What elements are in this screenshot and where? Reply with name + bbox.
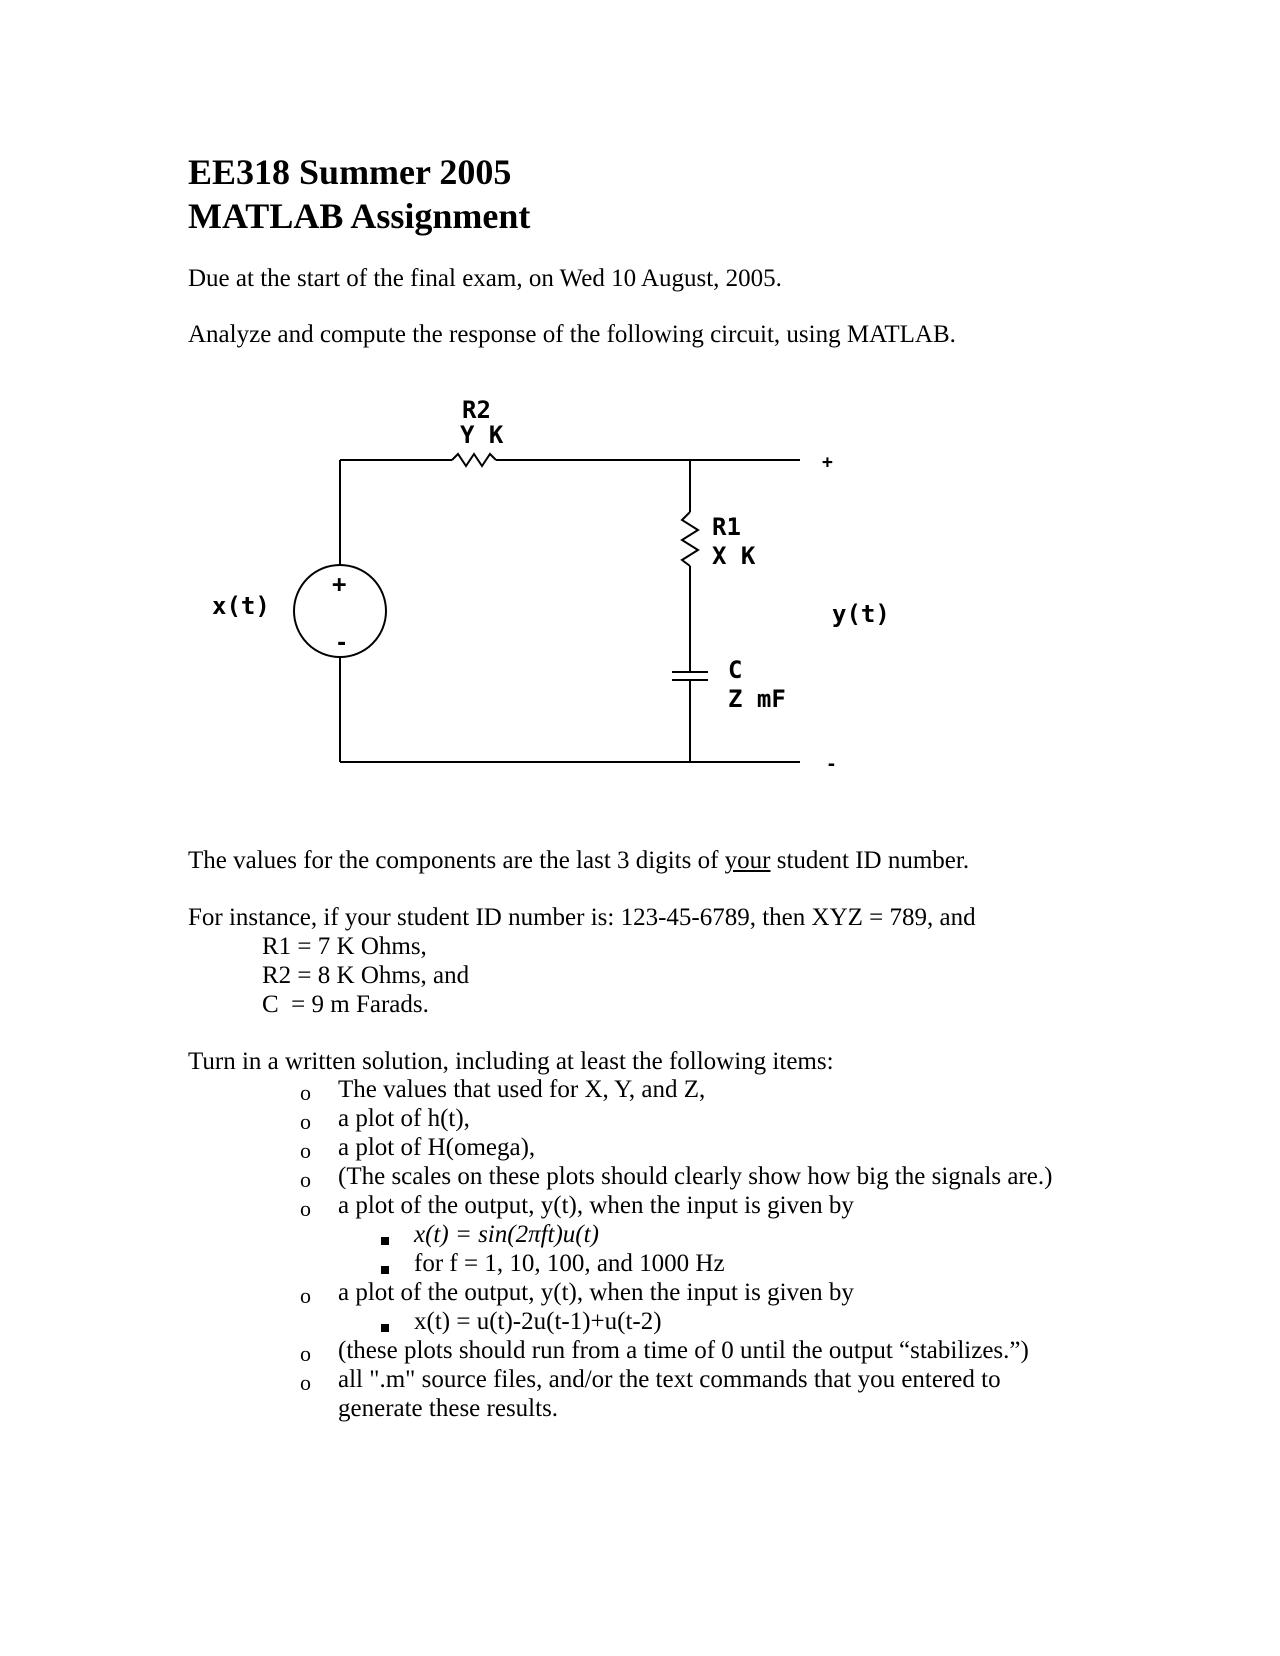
list-item: (The scales on these plots should clearly show how big the signals are.) bbox=[338, 1163, 1053, 1190]
bullet-marker: o bbox=[300, 1370, 311, 1395]
example-intro: For instance, if your student ID number is: 123-45-6789, then XYZ = 789, and bbox=[188, 904, 976, 931]
bullet-marker: o bbox=[300, 1138, 311, 1163]
resistor-r1 bbox=[682, 512, 698, 566]
source-plus-sign: + bbox=[332, 570, 347, 598]
resistor-r2 bbox=[452, 454, 496, 466]
values-text bbox=[188, 847, 969, 875]
list-item: The values that used for X, Y, and Z, bbox=[338, 1076, 706, 1103]
bullet-marker: o bbox=[300, 1341, 311, 1366]
list-item: (these plots should run from a time of 0 until the output “stabilizes.”) bbox=[338, 1337, 1029, 1364]
r2-value-label: Y K bbox=[460, 421, 504, 449]
r1-value-label: X K bbox=[712, 542, 756, 570]
values-text-before: The values for the components are the last 3 digits of bbox=[188, 847, 725, 874]
source-label: x(t) bbox=[212, 592, 270, 620]
output-label: y(t) bbox=[832, 600, 890, 628]
frequency-list: for f = 1, 10, 100, and 1000 Hz bbox=[414, 1250, 725, 1277]
list-item: a plot of h(t), bbox=[338, 1105, 470, 1132]
r2-name-label: R2 bbox=[462, 396, 491, 424]
example-r2: R2 = 8 K Ohms, and bbox=[262, 962, 470, 989]
list-item: all ".m" source files, and/or the text commands that you entered to bbox=[338, 1366, 1001, 1393]
output-plus-sign: + bbox=[822, 452, 833, 473]
bullet-marker: o bbox=[300, 1080, 311, 1105]
values-text-underlined: your bbox=[724, 847, 771, 874]
bullet-marker: o bbox=[300, 1109, 311, 1134]
title-line-1: EE318 Summer 2005 bbox=[188, 152, 512, 192]
list-item: a plot of H(omega), bbox=[338, 1134, 536, 1161]
r1-name-label: R1 bbox=[712, 513, 741, 541]
square-bullet-icon bbox=[381, 1237, 389, 1245]
values-text-after: student ID number. bbox=[770, 847, 970, 874]
turn-in-text: Turn in a written solution, including at least the following items: bbox=[188, 1048, 834, 1075]
c-name-label: C bbox=[728, 656, 743, 684]
list-item-continuation: generate these results. bbox=[338, 1395, 559, 1422]
intro-text: Analyze and compute the response of the following circuit, using MATLAB. bbox=[188, 321, 956, 348]
list-item: a plot of the output, y(t), when the input is given by bbox=[338, 1192, 854, 1219]
list-item: a plot of the output, y(t), when the input is given by bbox=[338, 1279, 854, 1306]
circuit-diagram bbox=[0, 0, 1280, 820]
square-bullet-icon bbox=[381, 1324, 389, 1332]
output-minus-sign: - bbox=[826, 754, 837, 775]
sine-equation: x(t) = sin(2πft)u(t) bbox=[414, 1221, 599, 1248]
step-equation: x(t) = u(t)-2u(t-1)+u(t-2) bbox=[414, 1308, 662, 1335]
bullet-marker: o bbox=[300, 1196, 311, 1221]
due-date-text: Due at the start of the final exam, on Wed 10 August, 2005. bbox=[188, 265, 782, 292]
bullet-marker: o bbox=[300, 1283, 311, 1308]
square-bullet-icon bbox=[381, 1266, 389, 1274]
example-c: C = 9 m Farads. bbox=[262, 991, 429, 1018]
example-r1: R1 = 7 K Ohms, bbox=[262, 933, 427, 960]
source-minus-sign: - bbox=[335, 631, 349, 656]
c-value-label: Z mF bbox=[728, 685, 786, 713]
title-line-2: MATLAB Assignment bbox=[188, 196, 531, 236]
bullet-marker: o bbox=[300, 1167, 311, 1192]
